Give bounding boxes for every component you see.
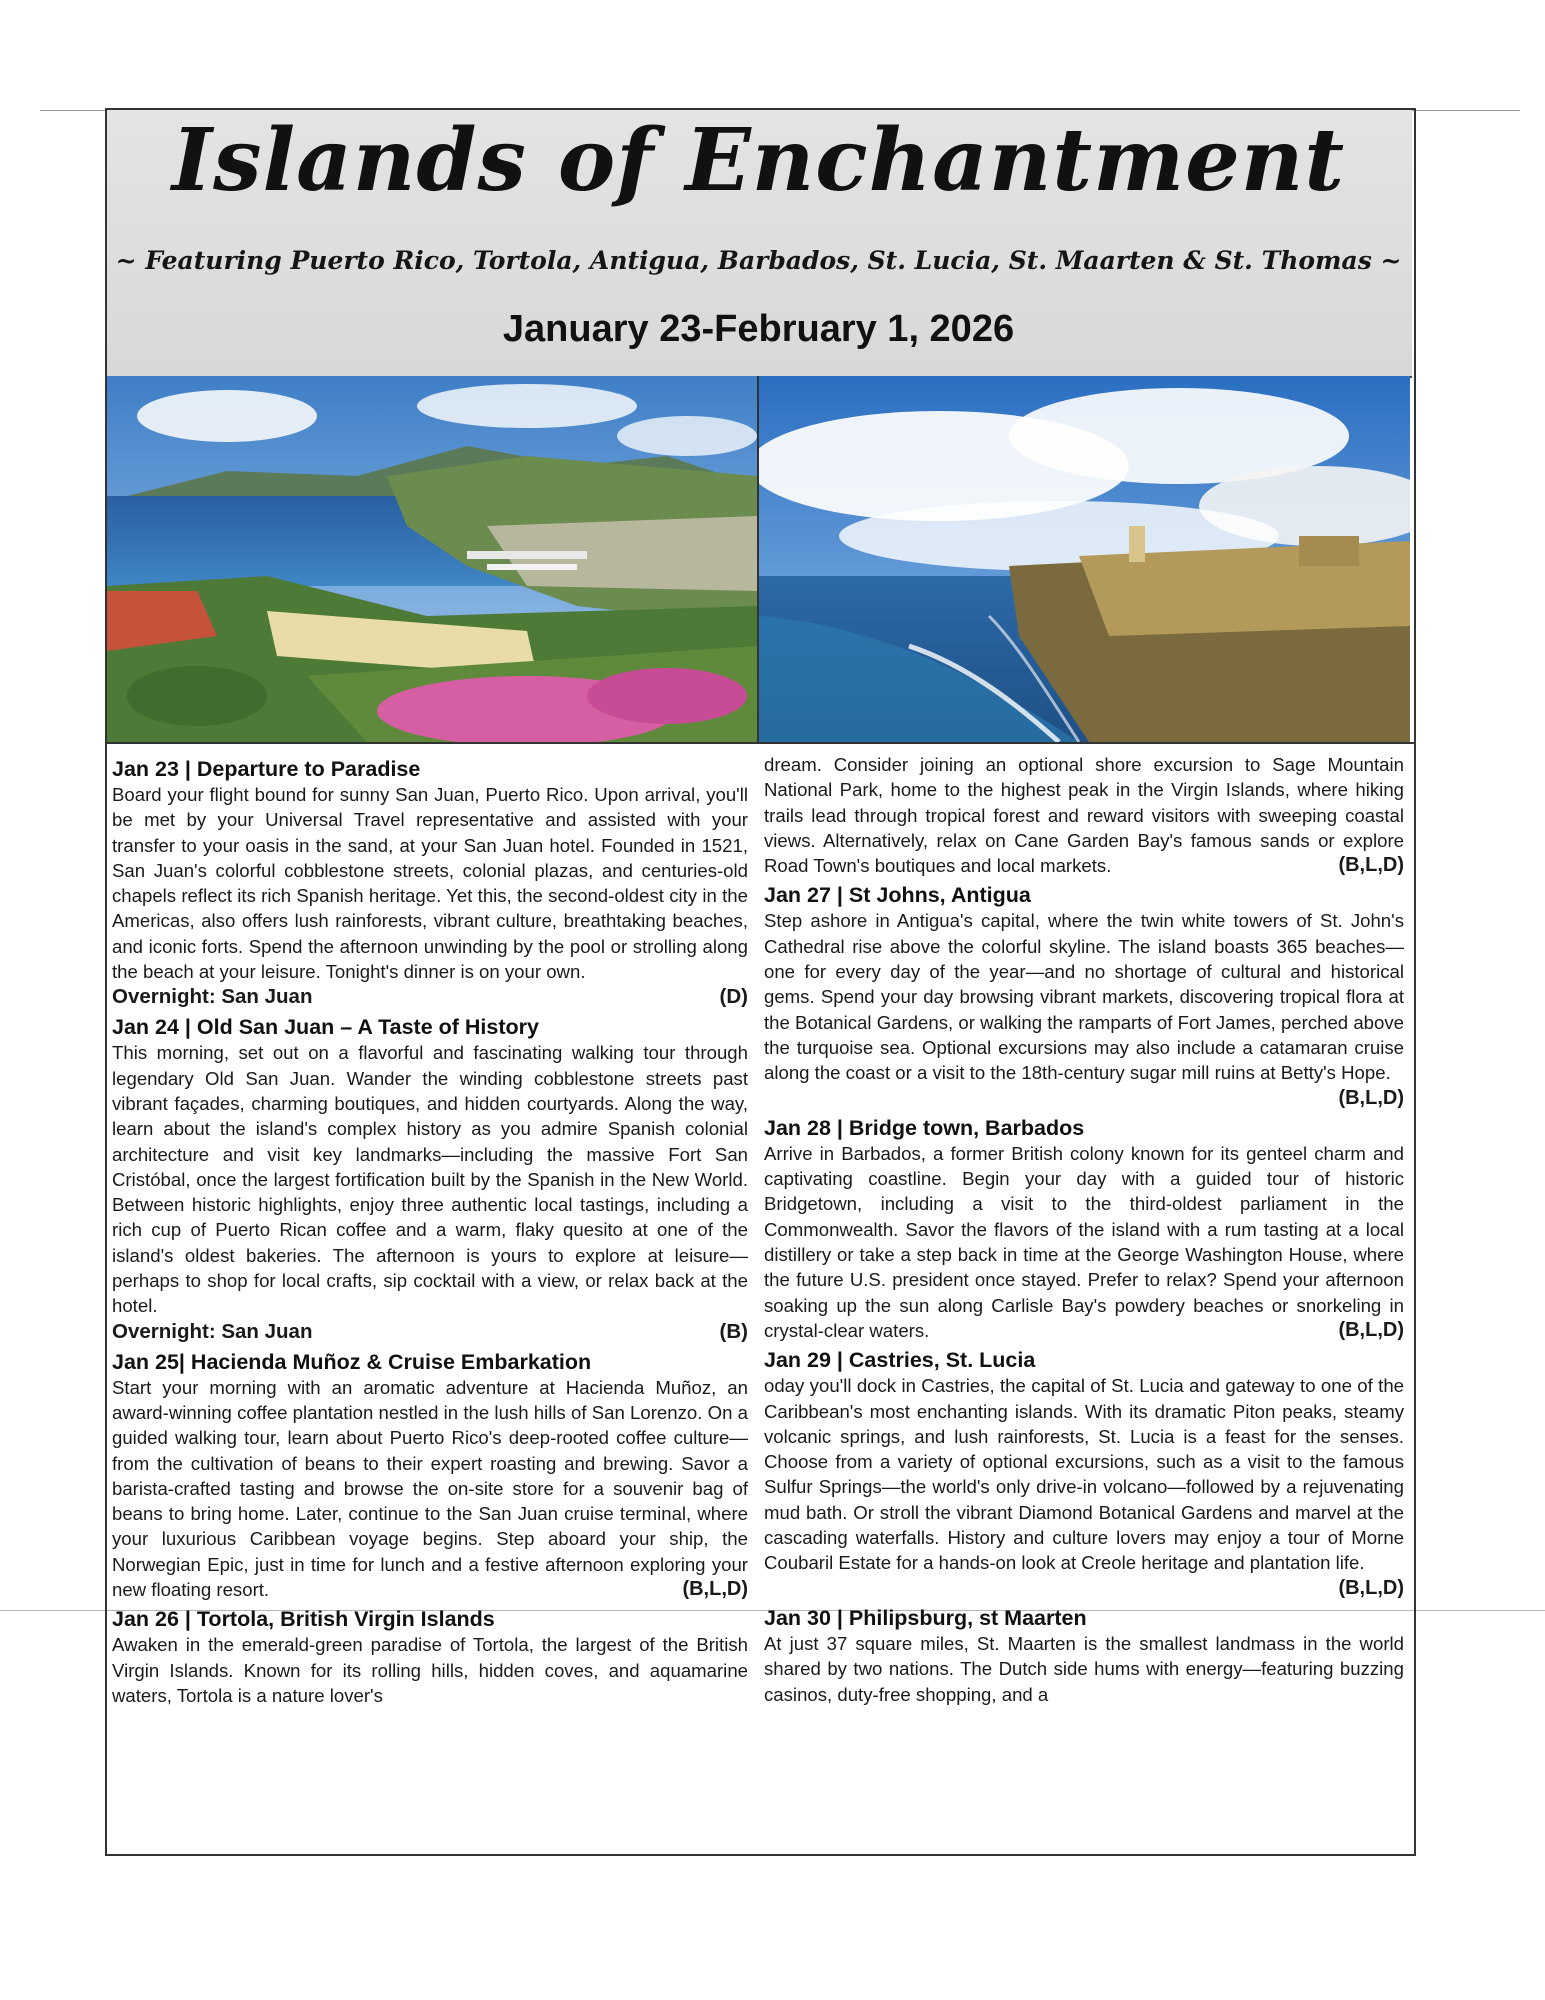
day-text-jan29: oday you'll dock in Castries, the capital of St. Lucia and gateway to one of the Caribbean's most enchanting islands. With its dramatic Piton peaks, steamy volcanic springs, and lush rainforests, St. Lucia is a feast for the senses. Choose from a variety of optional excursions, such as a visit to the famous Sulfur Springs—the world's only drive-in volcano—followed by a rejuvenating mud bath. Or stroll the vibrant Diamond Botanical Gardens and marvel at the cascading waterfalls. History and culture lovers may enjoy a tour of Morne Coubaril Estate for a hands-on look at Creole heritage and plantation life. <box>764 1375 1404 1574</box>
day-text-jan26: Awaken in the emerald-green paradise of Tortola, the largest of the British Virgin Islands. Known for its rolling hills, hidden coves, and aquamarine waters, Tortola is a nature lover's <box>112 1634 748 1706</box>
meals-jan23: (D) <box>719 985 748 1009</box>
page-title: Islands of Enchantment <box>171 110 1346 211</box>
overnight-label: Overnight: San Juan <box>112 1319 313 1343</box>
day-text-jan29-block <box>764 1373 1404 1599</box>
day-text-jan27-block <box>764 908 1404 1109</box>
day-text-jan27: Step ashore in Antigua's capital, where the twin white towers of St. John's Cathedral rise above the colorful skyline. The island boasts 365 beaches—one for every day of the year—and no shortage of cultural and historical gems. Spend your day browsing vibrant markets, discovering tropical flora at the Botanical Gardens, or walking the ramparts of Fort James, perched above the turquoise sea. Optional excursions may also include a catamaran cruise along the coast or a visit to the 18th-century sugar mill ruins at Betty's Hope. <box>764 910 1404 1084</box>
meals-jan24: (B) <box>719 1319 748 1343</box>
day-text-jan26-cont: dream. Consider joining an optional shore excursion to Sage Mountain National Park, home to the highest peak in the Virgin Islands, where hiking trails lead through tropical forest and reward visitors with sweeping coastal views. Alternatively, relax on Cane Garden Bay's famous sands or explore Road Town's boutiques and local markets. <box>764 754 1404 877</box>
day-heading-jan25: Jan 25| Hacienda Muñoz & Cruise Embarkation <box>112 1349 592 1374</box>
left-column <box>112 752 748 1708</box>
meals-jan27: (B,L,D) <box>1338 1086 1404 1109</box>
body-divider <box>105 742 1414 744</box>
page-subtitle: ~ Featuring Puerto Rico, Tortola, Antigua, Barbados, St. Lucia, St. Maarten & St. Thomas ~ <box>115 246 1402 275</box>
overnight-label: Overnight: San Juan <box>112 985 313 1009</box>
day-text-jan26-cont-block <box>764 752 1404 878</box>
right-column <box>764 752 1404 1707</box>
day-heading-jan27: Jan 27 | St Johns, Antigua <box>764 883 1031 908</box>
day-text-jan25: Start your morning with an aromatic adventure at Hacienda Muñoz, an award-winning coffee plantation nestled in the lush hills of San Lorenzo. On a guided walking tour, learn about Puerto Rico's deep-rooted coffee culture—from the cultivation of beans to their expert roasting and brewing. Savor a barista-crafted tasting and browse the on-site store for a souvenir bag of beans to bring home. Later, continue to the San Juan cruise terminal, where your luxurious Caribbean voyage begins. Step aboard your ship, the Norwegian Epic, just in time for lunch and a festive afternoon exploring your new floating resort. <box>112 1376 748 1601</box>
day-text-jan28: Arrive in Barbados, a former British colony known for its genteel charm and captivating coastline. Begin your day with a guided tour of historic Bridgetown, including a visit to the third-oldest parliament in the Commonwealth. Savor the flavors of the island with a rum tasting at a local distillery or take a step back in time at the George Washington House, where the future U.S. president once stayed. Prefer to relax? Spend your afternoon soaking up the sun along Carlisle Bay's powdery beaches or snorkeling in crystal-clear waters. <box>764 1142 1404 1341</box>
trip-dates: January 23-February 1, 2026 <box>502 308 1015 350</box>
overnight-jan24 <box>112 1319 748 1345</box>
day-text-jan28-block <box>764 1141 1404 1343</box>
day-heading-jan26: Jan 26 | Tortola, British Virgin Islands <box>112 1607 495 1632</box>
day-heading-jan24: Jan 24 | Old San Juan – A Taste of History <box>112 1015 539 1040</box>
day-text-jan24: This morning, set out on a flavorful and fascinating walking tour through legendary Old San Juan. Wander the winding cobblestone streets past vibrant façades, charming boutiques, and hidden courtyards. Along the way, learn about the island's complex history as you admire Spanish colonial architecture and visit key landmarks—including the massive Fort San Cristóbal, once the largest fortification built by the Spanish in the New World. Between historic highlights, enjoy three authentic local tastings, including a rich cup of Puerto Rican coffee and a warm, flaky quesito at one of the island's oldest bakeries. The afternoon is yours to explore at leisure—perhaps to shop for local crafts, sip cocktail with a view, or relax back at the hotel. <box>112 1042 748 1317</box>
day-text-jan23: Board your flight bound for sunny San Juan, Puerto Rico. Upon arrival, you'll be met by your Universal Travel representative and assisted with your transfer to your oasis in the sand, at your San Juan hotel. Founded in 1521, San Juan's colorful cobblestone streets, colonial plazas, and centuries-old chapels reflect its rich Spanish heritage. Yet this, the second-oldest city in the Americas, also offers lush rainforests, vibrant culture, breathtaking beaches, and iconic forts. Spend the afternoon unwinding by the pool or strolling along the beach at your leisure. Tonight's dinner is on your own. <box>112 784 748 983</box>
meals-jan25: (B,L,D) <box>682 1578 748 1601</box>
day-heading-jan29: Jan 29 | Castries, St. Lucia <box>764 1348 1036 1373</box>
day-heading-jan23: Jan 23 | Departure to Paradise <box>112 757 421 781</box>
meals-jan26: (B,L,D) <box>1338 854 1404 877</box>
meals-jan29: (B,L,D) <box>1338 1576 1404 1599</box>
day-text-jan25-block <box>112 1375 748 1603</box>
day-heading-jan30: Jan 30 | Philipsburg, st Maarten <box>764 1605 1087 1630</box>
meals-jan28: (B,L,D) <box>1338 1318 1404 1341</box>
overnight-jan23 <box>112 984 748 1010</box>
day-heading-jan28: Jan 28 | Bridge town, Barbados <box>764 1115 1085 1140</box>
day-text-jan30: At just 37 square miles, St. Maarten is the smallest landmass in the world shared by two nations. The Dutch side hums with energy—featuring buzzing casinos, duty-free shopping, and a <box>764 1632 1404 1705</box>
